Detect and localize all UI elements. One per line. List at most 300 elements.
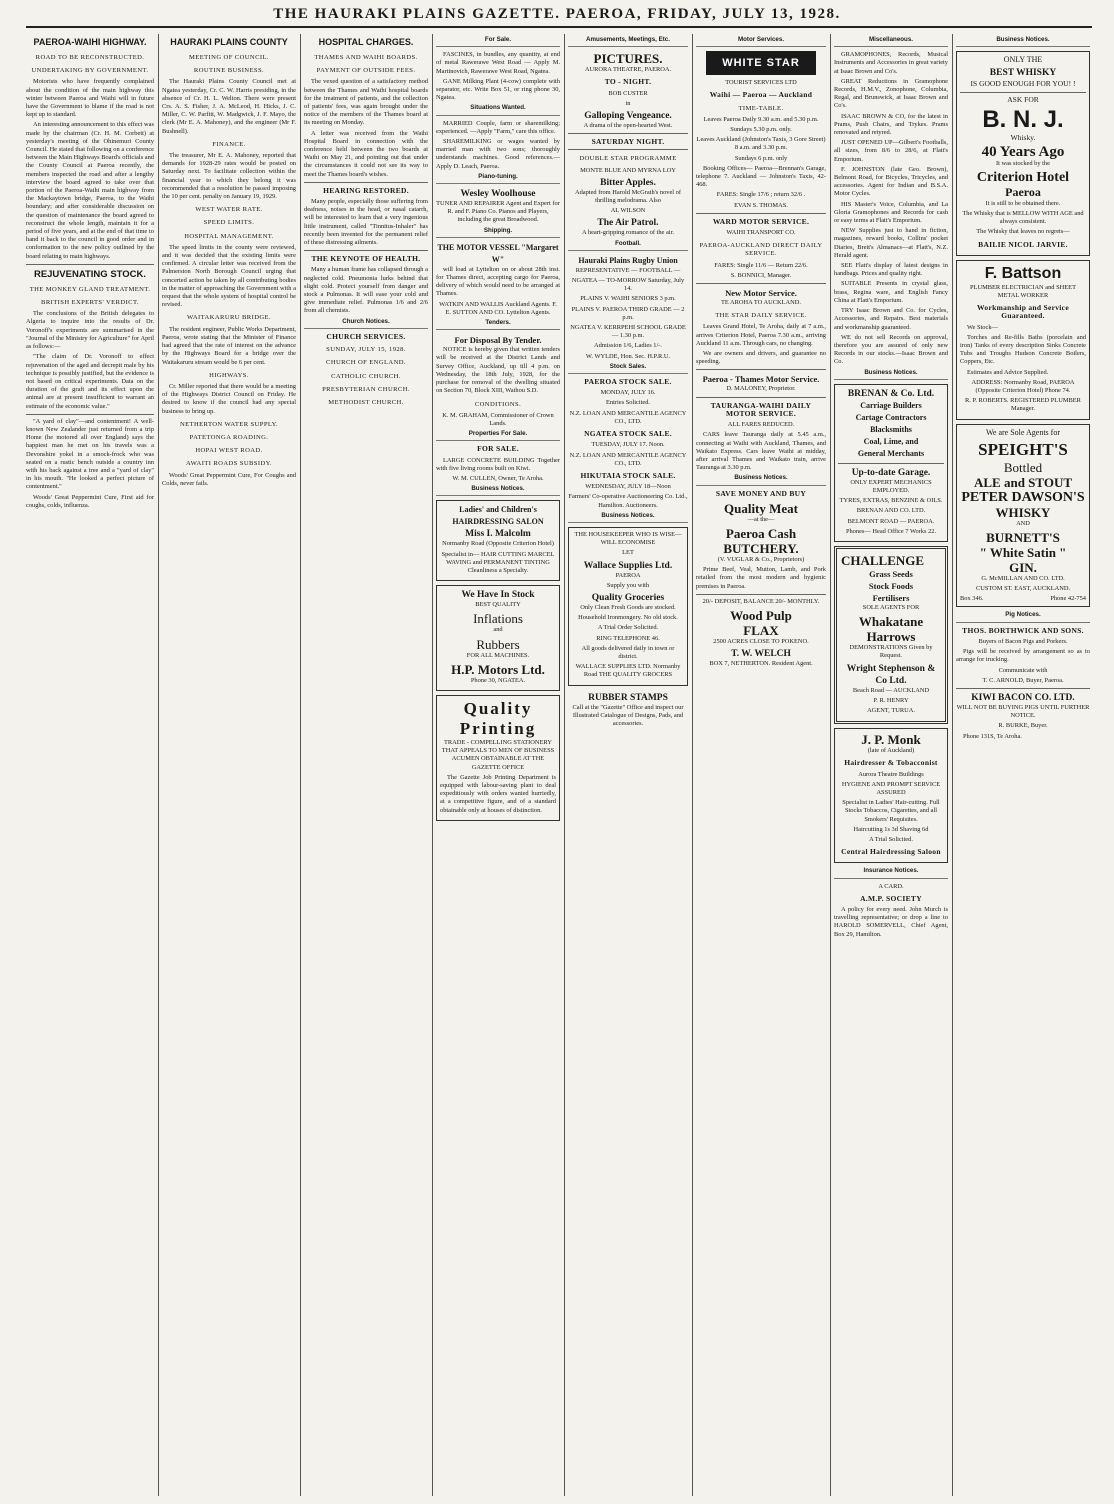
ad-text: NOTICE is hereby given that written tenders will be received at the District Lands and Survey Office, Auckland, up till 4 p.m. on Wednesday, the 18th July, 1928, for the purchase for removal of the dwelling situated on Section 70, Block XIII, Waihou S.D. <box>436 346 560 395</box>
sale-title: PAEROA STOCK SALE. <box>584 377 672 387</box>
ad-title: BAILIE NICOL JARVIE. <box>978 239 1068 249</box>
section-label: Motor Services. <box>696 36 826 47</box>
ad-text: Communicate with <box>998 666 1048 674</box>
column-amusements <box>568 34 688 1496</box>
ad-text: FOR ALL MACHINES. <box>466 651 530 659</box>
article-paragraph: Many people, especially those suffering from deafness, noises in the head, or nasal catarrh, will be interested to learn that a very ingenious little instrument, called "Tinnitus-Inhaler" has recently been invented for the permanent relief of these distressing ailments. <box>304 198 428 247</box>
ad-text: TYRES, EXTRAS, BENZINE & OILS. <box>839 497 943 505</box>
ad-text: WILL NOT BE BUYING PIGS UNTIL FURTHER NOTICE. <box>956 703 1090 720</box>
ad-text: Booking Offices— Paeroa—Brennan's Garage, telephone 7. Auckland — Johnston's Taxis, 42-468. <box>696 164 826 189</box>
ad-title: BEST WHISKY <box>989 68 1057 79</box>
article-paragraph: The treasurer, Mr E. A. Mahoney, reported that demands for 1928-29 rates would be posted on Saturday next. To facilitate collection within the financial year to which they belong it was recommended that a resolution be passed imposing the 10 per cent. penalty on January 19, 1929. <box>162 152 296 201</box>
ad-text: Aurora Theatre Buildings <box>858 770 924 778</box>
printing-ad <box>436 695 560 821</box>
ad-text: HYGIENE AND PROMPT SERVICE ASSURED <box>841 780 941 796</box>
ad-text: —at the— <box>747 515 775 523</box>
column-business-notices <box>956 34 1090 1496</box>
column-hospital <box>304 34 428 1496</box>
ad-line: Blacksmiths <box>870 424 912 434</box>
brenan-ad <box>834 384 948 542</box>
white-star-logo: WHITE STAR <box>706 51 816 75</box>
ad-text: Specialist in— HAIR CUTTING MARCEL WAVING and PERMANENT TINTING Cleanliness a Specialty. <box>441 550 555 574</box>
section-label: Pig Notices. <box>956 611 1090 622</box>
ad-text: Supply you with <box>606 581 650 589</box>
article-subheading: PAYMENT OF OUTSIDE FEES. <box>316 67 416 75</box>
article-subheading: THE MONKEY GLAND TREATMENT. <box>29 285 151 293</box>
ad-text: FARES: Single 17/6 ; return 32/6 . <box>716 191 806 199</box>
ad-line: Woods' Great Peppermint Cure, For Coughs and Colds, never fails. <box>162 471 296 487</box>
ad-text: Phone 30, NGATEA. <box>470 676 526 684</box>
ad-text: N.Z. LOAN AND MERCANTILE AGENCY CO., LTD. <box>569 409 687 425</box>
ad-title: 40 Years Ago <box>981 143 1065 160</box>
ad-title: WARD MOTOR SERVICE. <box>712 216 810 226</box>
ad-text: EVAN S. THOMAS. <box>734 201 788 209</box>
ad-title: Criterion Hotel <box>976 169 1070 185</box>
ad-text: ONLY EXPERT MECHANICS EMPLOYED. <box>850 478 932 494</box>
article-paragraph: "The claim of Dr. Voronoff to effect rejuvenation of the aged and decrepit male by his technique is possibly justified, but the evidence is not based on critical experiments. Data on the duration of the graft and its effect upon the animal are at present insufficient to warrant an estimate of the economic value." <box>26 353 154 410</box>
article-heading: THE KEYNOTE OF HEALTH. <box>311 254 421 264</box>
ad-text: ASK FOR <box>1007 95 1039 105</box>
ad-text: Phone 131S, Te Aroha. <box>963 732 1022 740</box>
ad-text: The Whisky that leaves no regrets— <box>976 228 1070 236</box>
article-heading: HEARING RESTORED. <box>323 185 409 195</box>
section-label: Properties For Sale. <box>436 430 560 441</box>
masthead: THE HAURAKI PLAINS GAZETTE. PAEROA, FRIDAY, JULY 13, 1928. <box>273 6 841 22</box>
ad-title: Whakatane Harrows <box>858 614 924 645</box>
article-paragraph: A letter was received from the Waihi Hospital Board in connection with the conference held between the two boards at Waihi on May 21, and pointing out that under the circumstances it could not see its way to meet the Thames board's wishes. <box>304 129 428 178</box>
ad-text: A Trial Solicited. <box>869 835 913 843</box>
ad-text: LET <box>622 549 634 557</box>
ad-text: TOURIST SERVICES LTD <box>725 79 797 87</box>
article-paragraph: The conclusions of the British delegates to Algeria to inquire into the results of Dr. Voronoff's experiments are summarised in the "Journal of the Ministry for Agriculture" for April as follows:— <box>26 310 154 351</box>
ad-text: Entries Solicited. <box>605 399 651 407</box>
film-title: The Air Patrol. <box>597 218 659 229</box>
section-heading: WAITAKARURU BRIDGE. <box>187 314 271 322</box>
section-label: Shipping. <box>436 227 560 238</box>
ad-title: Hauraki Plains Rugby Union <box>578 255 678 265</box>
ad-line: Carriage Builders <box>860 400 922 410</box>
sale-title: NGATEA STOCK SALE. <box>584 429 672 439</box>
section-heading: HIGHWAYS. <box>209 371 249 379</box>
ad-line: Woods' Great Peppermint Cure, First aid for coughs, colds, influenza. <box>26 493 154 509</box>
ad-text: AND <box>1016 519 1030 527</box>
ad-text: N.Z. LOAN AND MERCANTILE AGENCY CO., LTD. <box>569 451 687 467</box>
article-subheading: ROAD TO BE RECONSTRUCTED. <box>35 54 145 61</box>
column-miscellaneous <box>834 34 948 1496</box>
ad-title: FOR SALE. <box>477 444 519 454</box>
bnj-whisky-ad <box>956 51 1090 256</box>
column-classifieds <box>436 34 560 1496</box>
section-label: Situations Wanted. <box>436 104 560 115</box>
column-council <box>162 34 296 1496</box>
ad-text: It was stocked by the <box>996 159 1050 167</box>
ad-text: R. BURKE, Buyer. <box>998 722 1048 730</box>
ad-title: Quality Groceries <box>591 592 665 603</box>
church-name: CATHOLIC CHURCH. <box>331 372 401 380</box>
ad-title: Wright Stephenson & Co Ltd. <box>846 663 936 686</box>
section-heading: NETHERTON WATER SUPPLY. <box>179 420 279 428</box>
ad-text: The Gazette Job Printing Department is equipped with labour-saving plant to deal expeditiously with orders wanted hurriedly, at a competitive figure, and of a standard obtainable only at houses of distinction. <box>440 773 556 814</box>
ad-title: TO - NIGHT. <box>604 77 652 87</box>
church-name: CHURCH OF ENGLAND. <box>326 359 406 367</box>
ad-text: S. BONNICI, Manager. <box>730 271 792 279</box>
ad-title: Central Hairdressing Saloon <box>841 847 941 857</box>
ad-text: LARGE CONCRETE BUILDING Together with five living rooms built on Kiwi. <box>436 456 560 472</box>
ad-text: All goods delivered daily in town or district. <box>581 644 675 660</box>
ad-title: J. P. Monk <box>861 732 921 748</box>
article-subheading: THAMES AND WAIHI BOARDS. <box>314 54 418 61</box>
church-date: SUNDAY, JULY 15, 1928. <box>326 346 406 354</box>
article-paragraph: Many a human frame has collapsed through a neglected cold. Pneumonia lurks behind that slight cold. Protect yourself from danger and stock a Pulmonas. It will ease your cold and give immediate relief. Pulmonas 1/6 and 2/6 from all chemists. <box>304 266 428 315</box>
classified: FASCINES, in bundles, any quantity, at end of metal Rawerawe West Road — Apply M. Martinovich, Rawerawe West Road, Ngatea. <box>436 51 560 75</box>
ad-text: AGENT, TURUA. <box>867 706 915 714</box>
ad-title: Paeroa <box>1005 184 1041 199</box>
ad-text: BRENAN AND CO. LTD. <box>856 507 926 515</box>
ad-text: Beach Road — AUCKLAND <box>852 686 930 694</box>
ad-title: Up-to-date Garage. <box>851 467 931 478</box>
ad-text: PAEROA <box>615 571 641 579</box>
ad-text: It is still to be obtained there. <box>985 199 1061 207</box>
section-label: Business Notices. <box>436 485 560 496</box>
section-label: Amusements, Meetings, Etc. <box>568 36 688 47</box>
ad-text: Estimates and Advice Supplied. <box>967 368 1049 376</box>
ad-text: Whisky. <box>1010 133 1036 143</box>
section-label: Football. <box>568 240 688 251</box>
ad-text: BELMONT ROAD — PAEROA. <box>847 517 935 525</box>
section-label: For Sale. <box>436 36 560 47</box>
ad-text: MONTE BLUE AND MYRNA LOY <box>580 166 676 174</box>
ad-title: Workmanship and Service Guaranteed. <box>977 303 1069 321</box>
article-heading: PAEROA-WAIHI HIGHWAY. <box>33 37 147 47</box>
section-heading: WEST WATER RATE. <box>195 206 263 214</box>
ad-title: SAVE MONEY AND BUY <box>715 488 807 498</box>
ad-title: Waihi — Paeroa — Auckland <box>709 90 813 100</box>
ad-text: We are Sole Agents for <box>986 427 1060 437</box>
ad-title: We Have In Stock <box>461 590 535 601</box>
ad-text: WALLACE SUPPLIES LTD. Normanby Road THE QUALITY GROCERS <box>575 663 681 679</box>
film-title: Galloping Vengeance. <box>584 111 672 122</box>
ad-title: KIWI BACON CO. LTD. <box>971 692 1075 703</box>
ad-text: G. McMILLAN AND CO. LTD. <box>981 574 1065 582</box>
classified: NEW Supplies just to hand in fiction, magazines, reward books, Collins' pocket Diaries, Brett's Almanacs—at Flatt's, N.Z. Herald agent. <box>834 227 948 259</box>
classified: JUST OPENED UP—Gilbert's Footballs, all sizes, from 8/6 to 28/6, at Flatt's Emporium. <box>834 139 948 163</box>
ad-text: NGATEA — TO-MORROW Saturday, July 14. <box>571 277 685 293</box>
ad-text: Leaves Auckland (Johnston's Taxis, 3 Gore Street) 8 a.m. and 3.30 p.m. <box>696 136 826 152</box>
ad-title: PICTURES. <box>593 51 663 67</box>
ad-line: Stock Foods <box>868 580 914 591</box>
ad-title: SATURDAY NIGHT. <box>591 137 665 147</box>
ad-text: A heart-gripping romance of the air. <box>582 229 674 237</box>
ad-text: Haircutting 1s 3d Shaving 6d <box>853 825 929 833</box>
article-paragraph: The Hauraki Plains County Council met at Ngatea yesterday, Cr. C. W. Harris presiding, in the absence of Cr. H. L. Welton. There were present Crs. A. S. Fisher, J. A. McLeod, H. Hicks, J. C. Miller, C. W. Parfitt, W. Madgwick, J. F. Mayo, the clerk (Mr E. A. Mahoney), and the engineer (Mr F. Bushnell). <box>162 78 296 135</box>
column-motor-services <box>696 34 826 1496</box>
ad-text: BOX 7, NETHERTON. Resident Agent. <box>709 660 813 668</box>
ad-text: and <box>493 626 503 634</box>
section-label: Business Notices. <box>568 512 688 523</box>
ad-line: General Merchants <box>857 448 925 458</box>
ad-text: The Whisky that is MELLOW WITH AGE and always consistent. <box>962 210 1084 226</box>
ad-text: Buyers of Bacon Pigs and Porkers. <box>978 637 1068 645</box>
column-separator <box>952 34 953 1496</box>
ad-title: GIN. <box>1009 559 1037 575</box>
section-label: Stock Sales. <box>568 363 688 374</box>
ad-text: A drama of the open-hearted West. <box>583 122 673 130</box>
section-label: Business Notices. <box>696 474 826 485</box>
classified: F. JOHNSTON (late Geo. Brown), Belmont Road, for Bicycles, Tricycles, and accessories. Agent for Indian and B.S.A. Motor Cycles. <box>834 165 948 198</box>
classified: TRY Isaac Brown and Co. for Cycles, Accessories, and Repairs. Best materials and workmanship guaranteed. <box>834 307 948 331</box>
ad-line: Grass Seeds <box>869 568 913 579</box>
wallace-ad <box>568 527 688 686</box>
ad-title: Quality Printing <box>459 698 537 738</box>
ad-text: PLUMBER ELECTRICIAN and SHEET METAL WORKER <box>970 283 1076 300</box>
ad-title: THOS. BORTHWICK AND SONS. <box>962 625 1084 635</box>
ad-title: New Motor Service. <box>725 288 797 299</box>
salon-ad <box>436 500 560 581</box>
section-label: Piano-tuning. <box>436 173 560 184</box>
column-separator <box>432 34 433 1496</box>
ad-text: RING TELEPHONE 46. <box>596 634 660 642</box>
ad-text: WATKIN AND WALLIS Auckland Agents. F. E. SUTTON AND CO. Lyttelton Agents. <box>439 300 557 316</box>
ad-text: PLAINS V. PAEROA THIRD GRADE — 2 p.m. <box>571 305 685 321</box>
column-separator <box>158 34 159 1496</box>
ad-text: ALL FARES REDUCED. <box>727 421 795 429</box>
ad-text: We Stock— <box>967 323 998 331</box>
ad-text: Call at the "Gazette" Office and inspect our Illustrated Catalogue of Designs, Pads, and accessories. <box>572 703 684 727</box>
ad-text: 2500 ACRES CLOSE TO POKENO. <box>713 637 809 645</box>
ad-title: THE MOTOR VESSEL "Margaret W" <box>437 242 559 264</box>
ad-title: CHALLENGE <box>841 552 925 568</box>
column-separator <box>830 34 831 1496</box>
section-heading: ROUTINE BUSINESS. <box>193 67 265 75</box>
ad-title: B. N. J. <box>982 106 1064 134</box>
ad-text: TRADE - COMPELLING STATIONERY THAT APPEALS TO MEN OF BUSINESS ACUMEN OBTAINABLE AT THE GAZETTE OFFICE <box>441 738 555 771</box>
ad-title: Miss I. Malcolm <box>465 529 531 540</box>
classified: WE do not sell Records on approval, therefore you are assured of only new Records in our stocks.—Isaac Brown and Co. <box>834 333 948 366</box>
ad-title: T. W. WELCH <box>731 649 791 660</box>
ad-title: Quality Meat <box>723 500 798 516</box>
church-name: METHODIST CHURCH. <box>328 398 404 406</box>
ad-text: A Trial Order Solicited. <box>597 624 659 632</box>
ad-text: WAIHI TRANSPORT CO. <box>726 229 796 237</box>
article-heading: HOSPITAL CHARGES. <box>318 37 414 47</box>
ad-text: IS GOOD ENOUGH FOR YOU! ! <box>970 79 1076 89</box>
ad-text: FARES: Single 11/6 — Return 22/6. <box>714 261 808 269</box>
ad-title: F. Battson <box>984 264 1062 282</box>
ad-text: BOB CUSTER <box>608 89 648 97</box>
battson-ad <box>956 260 1090 420</box>
film-title: Bitter Apples. <box>600 177 656 188</box>
ad-text: P. R. HENRY <box>873 696 909 704</box>
section-heading: FINANCE. <box>212 140 246 148</box>
ad-title: BRENAN & Co. Ltd. <box>847 388 935 399</box>
ad-title: " White Satin " <box>979 544 1067 560</box>
ad-text: Pigs will be received by arrangement so as to arrange for trucking. <box>956 648 1090 664</box>
ad-text: Sundays 5.30 p.m. only. <box>730 126 792 134</box>
box-number: Box 346. <box>960 595 984 603</box>
ad-text: A CARD. <box>878 882 904 890</box>
hp-motors-ad <box>436 585 560 691</box>
ad-text: W. WYLDE, Hon. Sec. H.P.R.U. <box>585 352 671 360</box>
ad-title: H.P. Motors Ltd. <box>451 661 545 677</box>
ad-title: Wesley Woolhouse <box>460 189 536 200</box>
ad-title: Rubbers <box>476 636 520 652</box>
ad-text: NGATEA V. KERRPEHI SCHOOL GRADE — 1.30 p.m. <box>570 324 686 340</box>
section-heading: SPEED LIMITS. <box>203 219 255 227</box>
article-subheading: BRITISH EXPERTS' VERDICT. <box>41 299 139 307</box>
article-paragraph: The resident engineer, Public Works Department, Paeroa, wrote stating that the Minister of Finance had agreed that the rate of interest on the advance by the Highways Board for a bridge over the Waitakaruru stream would be 6 per cent. <box>162 325 296 366</box>
classified: GREAT Reductions in Gramophone Records, H.M.V., Zonophone, Columbia, Regal, and Brunswick, at Isaac Brown and Co's. <box>834 77 948 110</box>
wright-stephenson-ad <box>834 546 948 724</box>
article-paragraph: Cr. Miller reported that there would be a meeting of the Highways District Council on Friday. He desired to know if the council had any special business to bring up. <box>162 382 296 415</box>
classified: GRAMOPHONES, Records, Musical Instruments and Accessories in great variety at Isaac Brown and Co's. <box>834 51 948 75</box>
ad-text: PLAINS V. WAIHI SENIORS 3 p.m. <box>580 295 676 303</box>
ad-title: DOUBLE STAR PROGRAMME <box>579 155 677 163</box>
ad-text: DEMONSTRATIONS Given by Request. <box>849 644 933 660</box>
ad-line: Coal, Lime, and <box>863 436 919 446</box>
section-label: Business Notices. <box>834 369 948 380</box>
ad-title: A.M.P. SOCIETY <box>860 893 922 903</box>
monk-ad <box>834 728 948 863</box>
ad-line: Fertilisers <box>872 592 910 603</box>
article-heading: HAURAKI PLAINS COUNTY <box>170 37 288 47</box>
article-paragraph: Motorists who have frequently complained about the condition of the main highway this winter between Paeroa and Waihi will in future have the Government to blame if the road is not kept up to standard. <box>26 78 154 119</box>
ad-text: ADDRESS: Normanby Road, PAEROA (Opposite Criterion Hotel) Phone 74. <box>971 378 1075 395</box>
ad-text: CUSTOM ST. EAST, AUCKLAND. <box>975 585 1071 593</box>
classified: ISAAC BROWN & CO, for the latest in Prams, Push Chairs, and Trykes. Prams renovated and retyred. <box>834 112 948 137</box>
ad-title: RUBBER STAMPS <box>588 692 668 703</box>
section-heading: PATETONGA ROADING. <box>189 433 269 441</box>
ad-text: AL WILSON <box>610 207 646 215</box>
ad-title: TAURANGA-WAIHI DAILY MOTOR SERVICE. <box>710 400 812 418</box>
ad-text: AURORA THEATRE, PAEROA. <box>584 66 672 74</box>
ad-subheading: THE STAR DAILY SERVICE. <box>715 312 807 320</box>
ad-text: Normanby Road (Opposite Criterion Hotel) <box>442 540 554 548</box>
ad-text: T. C. ARNOLD, Buyer, Paeroa. <box>982 676 1064 684</box>
church-name: PRESBYTERIAN CHURCH. <box>322 385 410 393</box>
ad-text: R. P. ROBERTS. REGISTERED PLUMBER Manager. <box>965 397 1081 413</box>
column-highway <box>26 34 154 1496</box>
ad-text: Sundays 6 p.m. only <box>734 154 788 162</box>
ad-text: W. M. CULLEN, Owner, Te Aroha. <box>452 474 544 482</box>
contact-row <box>960 595 1086 603</box>
ad-subheading: TIME-TABLE. <box>738 104 784 112</box>
masthead-rule <box>26 26 1092 28</box>
article-paragraph: "A yard of clay"—and contentment! A well-known New Zealander just returned from a trip Home (he motored all over England) says the happiest man he met on his travels was a Devonshire yokel in a smock-frock who was seated on a rustic bench outside a country inn with his back against a tree and a "yard of clay" in his mouth. "He looked a perfect picture of contentment." <box>26 417 154 491</box>
section-heading: HOSPITAL MANAGEMENT. <box>184 232 274 240</box>
ad-text: CARS leave Tauranga daily at 5.45 a.m., connecting at Waihi with Auckland, Thames, and Waikato Express. Cars leave Waihi at midday, after arrival Thames and Waikato train, arrive Tauranga at 3.30 p.m. <box>696 431 826 472</box>
ad-text: BEST QUALITY <box>475 601 521 609</box>
section-label: Tenders. <box>436 319 560 330</box>
section-heading: AWAITI ROADS SUBSIDY. <box>186 460 272 468</box>
classified: SHAREMILKING or wages wanted by married man with two sons; thoroughly understands machines. Good references.—Apply D. Leach, Paeroa. <box>436 138 560 170</box>
ad-title: Ladies' and Children's HAIRDRESSING SALON <box>452 505 544 527</box>
ad-text: (V. VUGLAR & Co., Proprietors) <box>717 555 805 563</box>
ad-title: FLAX <box>743 622 779 638</box>
ad-title: WHISKY <box>995 504 1051 520</box>
column-separator <box>300 34 301 1496</box>
ad-text: (late of Auckland) <box>867 747 915 755</box>
column-separator <box>564 34 565 1496</box>
ad-text: Admission 1/6, Ladies 1/-. <box>594 342 662 350</box>
ad-subheading: CONDITIONS. <box>474 400 522 408</box>
section-label: Church Notices. <box>304 318 428 329</box>
ad-text: D. MALONEY, Proprietor. <box>726 385 796 393</box>
ad-text: TUESDAY, JULY 17. Noon. <box>591 441 665 449</box>
ad-text: Farmers' Co-operative Auctioneering Co. Ltd., Hamilton. Auctioneers. <box>568 493 688 509</box>
ad-text: We are owners and drivers, and guarantee no speeding. <box>696 350 826 366</box>
phone-number: Phone 42-754 <box>1050 595 1086 603</box>
ad-title: Inflations <box>473 611 523 627</box>
ad-text: TUNER AND REPAIRER Agent and Expert for R. and F. Piano Co. Pianos and Players, including the great Broadwood. <box>436 200 560 224</box>
ad-text: REPRESENTATIVE — FOOTBALL — <box>575 266 681 274</box>
ad-text: Leaves Grand Hotel, Te Aroha, daily at 7 a.m., arrives Criterion Hotel, Paeroa 7.30 a.m., arriving Auckland 11 a.m. Through cars, no changing. <box>696 323 826 347</box>
classified: GANE Milking Plant (4-cow) complete with separator, etc. Write Box 51, or ring phone 30, Ngatea. <box>436 77 560 102</box>
ad-title: PETER DAWSON'S <box>961 489 1085 505</box>
ad-title: Paeroa Cash BUTCHERY. <box>723 525 799 556</box>
church-heading: CHURCH SERVICES. <box>326 331 406 341</box>
column-separator <box>692 34 693 1496</box>
section-label: Insurance Notices. <box>834 867 948 878</box>
ad-title: Bottled <box>1003 459 1043 475</box>
ad-line: Cartage Contractors <box>855 412 927 422</box>
article-subheading: UNDERTAKING BY GOVERNMENT. <box>31 67 149 75</box>
article-heading: REJUVENATING STOCK. <box>33 268 147 280</box>
ad-title: SPEIGHT'S <box>978 439 1068 459</box>
ad-text: Torches and Re-fills Baths (porcelain and iron) Tanks of every description Sinks Concrete Tubs and Troughs Hudson Concrete Boilers, Coppers, Etc. <box>960 333 1086 366</box>
ad-text: 20/- DEPOSIT, BALANCE 20/- MONTHLY. <box>702 597 820 605</box>
ad-text: K. M. GRAHAM, Commissioner of Crown Lands. <box>442 411 554 427</box>
ad-text: TE AROHA TO AUCKLAND. <box>720 299 801 307</box>
section-label: Miscellaneous. <box>834 36 948 47</box>
classified: SUITABLE Presents in crystal glass, brass, Regina ware, and English Fancy China at Flatt's Emporium. <box>834 280 948 304</box>
ad-title: BURNETT'S <box>986 529 1060 545</box>
classified: HIS Master's Voice, Columbia, and La Gloria Gramophones and Records for cash or easy terms at Flatt's Emporium. <box>834 200 948 225</box>
sale-title: HIKUTAIA STOCK SALE. <box>580 470 676 480</box>
ad-title: Wood Pulp <box>730 607 792 623</box>
ad-text: Only Clean Fresh Goods are stocked. <box>580 603 676 611</box>
ad-text: THE HOUSEKEEPER WHO IS WISE— WILL ECONOMISE <box>574 530 682 547</box>
ad-title: Wallace Supplies Ltd. <box>583 560 673 571</box>
section-label: Business Notices. <box>956 36 1090 47</box>
ad-text: WEDNESDAY, JULY 18—Noon <box>585 483 671 491</box>
article-paragraph: An interesting announcement to this effect was made by the chairman (Cr. H. M. Corbett) at yesterday's meeting of the Ohinemuri County Council. He stated that following on a conference between the Main Highways Board's officials and the County Council at Paeroa recently, the members inspected the road and after a lengthy interview the board agreed to take over that portion of the Paeroa-Waihi main highway from the Mackaytown bridge, Paeroa, to the Waihi boundary; and after considerable discussion on the question of maintenance the board agreed to reconstruct the whole length, maintain it for a period of five years, and at the end of that time to hand it back to the council in good order and in conformation to the new policy outlined by the board relating to main highways. <box>26 121 154 260</box>
article-subheading: MEETING OF COUNCIL. <box>189 54 269 61</box>
ad-text: ONLY THE <box>1003 55 1043 65</box>
ad-text: SOLE AGENTS FOR <box>862 603 920 611</box>
ad-text: Specialist in Ladies' Hair-cutting. Full Stocks Tobaccos, Cigarettes, and all Smokers' Requisites. <box>842 799 940 823</box>
ad-text: Household Ironmongery. No old stock. <box>578 614 678 622</box>
classified: SEE Flatt's display of latest designs in handbags. Prices and quality right. <box>834 262 948 278</box>
ad-text: Adapted from Harold McGrath's novel of thrilling melodrama. Also <box>574 188 682 205</box>
ad-text: in <box>625 99 631 107</box>
classified: MARRIED Couple, farm or sharemilking; experienced. —Apply "Farm," care this office. <box>436 119 560 135</box>
article-paragraph: The speed limits in the county were reviewed, and it was decided that the existing limits were confirmed. A circular letter was received from the Palmerston North Borough Council urging that concerted action be taken by all contributing bodies in the matter of approaching the Government with a request that the whole system of hospital control be revised. <box>162 243 296 309</box>
mcmillan-ad <box>956 424 1090 608</box>
ad-text: Phones— Head Office 7 Works 22. <box>845 527 937 535</box>
ad-text: Prime Beef, Veal, Mutton, Lamb, and Pork retailed from the most modern and hygienic premises in Paeroa. <box>696 566 826 590</box>
ad-text: will load at Lyttelton on or about 28th inst. for Thames direct, accepting cargo for Paeroa, delivery of which would need to be arranged at Thames. <box>436 265 560 298</box>
ad-text: A policy for every need. John Murch is travelling representative; or drop a line to HAROLD SOMERVELL, Chief Agent, Box 29, Hamilton. <box>834 906 948 938</box>
ad-title: Paeroa - Thames Motor Service. <box>702 374 820 385</box>
ad-subheading: PAEROA-AUCKLAND DIRECT DAILY SERVICE. <box>699 242 823 258</box>
ad-text: Leaves Paeroa Daily 9.30 a.m. and 5.30 p.m. <box>703 115 819 123</box>
article-paragraph: The vexed question of a satisfactory method between the Thames and Waihi hospital boards for the treatment of patients, and the collection of patients' fees, was again brought under the notice of the members of the Thames board at its meeting on Monday. <box>304 78 428 127</box>
ad-title: Hairdresser & Tobacconist <box>844 758 938 768</box>
ad-title: For Disposal By Tender. <box>454 335 542 346</box>
section-heading: HOPAI WEST ROAD. <box>195 447 263 455</box>
ad-text: MONDAY, JULY 16. <box>600 389 656 397</box>
ad-title: ALE and STOUT <box>973 474 1073 490</box>
